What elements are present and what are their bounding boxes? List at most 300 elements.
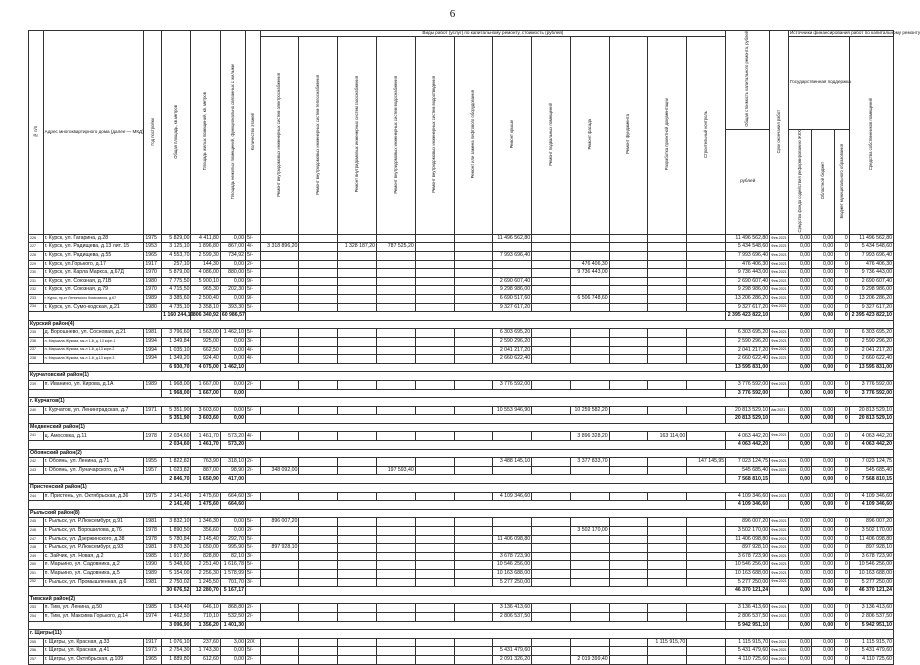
subtotal-nonres: 1 401,30 <box>220 621 245 630</box>
subtotal-fin-regional: 0,00 <box>812 441 835 450</box>
subtotal-total: 3 776 592,00 <box>726 389 770 398</box>
row-work-cost: 7 993 696,40 <box>493 252 532 261</box>
row-work-cost: 11 496 562,80 <box>493 234 532 243</box>
row-fin-regional: 0,00 <box>812 604 835 613</box>
row-work-cost <box>648 303 687 312</box>
table-row <box>29 527 894 536</box>
row-work-cost: 2 091 326,20 <box>493 655 532 664</box>
row-owners-funds: 7 023 124,75 <box>849 458 893 467</box>
row-floors: 5/- <box>245 252 260 261</box>
row-total-area: 5 351,90 <box>162 406 191 415</box>
row-total-cost: 3 136 413,60 <box>726 604 770 613</box>
row-work-cost <box>532 466 571 475</box>
row-fin-regional: 0,00 <box>812 466 835 475</box>
subtotal-fin-regional: 0,00 <box>812 587 835 596</box>
row-work-cost <box>493 243 532 252</box>
row-residential-area: 828,80 <box>191 552 220 561</box>
row-owners-funds: 1 115 915,70 <box>849 638 893 647</box>
row-owners-funds: 3 776 592,00 <box>849 380 893 389</box>
row-work-cost: 2 590 296,20 <box>493 337 532 346</box>
table-row <box>29 346 894 355</box>
row-fin-regional: 0,00 <box>812 655 835 664</box>
row-work-cost: 787 525,20 <box>376 243 415 252</box>
table-row <box>29 260 894 269</box>
row-work-cost <box>338 647 377 656</box>
row-floors: 4/- <box>245 243 260 252</box>
subtotal-fin-local: 0 <box>835 475 850 484</box>
row-work-cost <box>454 346 493 355</box>
row-work-cost <box>260 612 299 621</box>
row-work-cost <box>299 561 338 570</box>
row-number: 231 <box>29 277 44 286</box>
row-work-cost: 10 259 582,20 <box>570 406 609 415</box>
row-year: 1965 <box>144 655 162 664</box>
row-work-cost <box>260 277 299 286</box>
row-fin-regional: 0,00 <box>812 406 835 415</box>
row-work-cost <box>454 638 493 647</box>
row-work-cost <box>532 578 571 587</box>
row-work-cost <box>454 252 493 261</box>
row-address: п. Иванино, ул. Кирова, д.1А <box>43 380 144 389</box>
row-nonres-area: 0,00 <box>220 260 245 269</box>
row-work-cost <box>376 458 415 467</box>
row-work-cost <box>648 561 687 570</box>
row-work-cost <box>338 552 377 561</box>
table-row <box>29 552 894 561</box>
row-work-cost <box>609 604 648 613</box>
row-work-cost <box>260 552 299 561</box>
row-work-cost <box>338 612 377 621</box>
row-work-cost <box>299 269 338 278</box>
row-work-cost <box>376 269 415 278</box>
row-fin-local: 0 <box>835 561 850 570</box>
row-fin-regional: 0,00 <box>812 638 835 647</box>
row-work-cost <box>454 406 493 415</box>
row-floors: 3/- <box>245 492 260 501</box>
row-work-cost: 3 136 413,60 <box>493 604 532 613</box>
row-owners-funds: 2 041 217,20 <box>849 346 893 355</box>
row-total-cost: 9 298 986,00 <box>726 286 770 295</box>
row-work-cost <box>570 552 609 561</box>
row-year: 1989 <box>144 294 162 303</box>
row-work-cost <box>338 527 377 536</box>
subtotal-residential: 3 603,60 <box>191 415 220 424</box>
row-floors: 5/- <box>245 286 260 295</box>
row-address: с. Зайчик, ул. Новая, д.2 <box>43 552 144 561</box>
row-year: 1973 <box>144 647 162 656</box>
table-row <box>29 492 894 501</box>
row-work-cost <box>299 303 338 312</box>
row-fin-fund: 0,00 <box>788 432 811 441</box>
subtotal-nonres: 664,60 <box>220 501 245 510</box>
row-fin-fund: 0,00 <box>788 578 811 587</box>
row-nonres-area: 202,30 <box>220 286 245 295</box>
header-work-5: Ремонт внутридомовых инженерных систем водоотведения <box>415 36 454 234</box>
row-address: г. Курск, ул. Союзная, д.79 <box>43 286 144 295</box>
row-nonres-area: 393,30 <box>220 303 245 312</box>
row-work-cost <box>376 294 415 303</box>
header-fin-regional: Областной бюджет <box>812 129 835 234</box>
subtotal-gap <box>245 475 725 484</box>
row-work-cost <box>376 518 415 527</box>
row-nonres-area: 0,00 <box>220 234 245 243</box>
row-fin-regional: 0,00 <box>812 578 835 587</box>
row-work-cost <box>532 655 571 664</box>
row-residential-area: 3 603,60 <box>191 406 220 415</box>
row-work-cost <box>609 277 648 286</box>
district-label: Пристенский район(1) <box>29 484 894 493</box>
row-owners-funds: 5 277 250,00 <box>849 578 893 587</box>
row-fin-regional: 0,00 <box>812 294 835 303</box>
row-fin-fund: 0,00 <box>788 612 811 621</box>
subtotal-fin-regional: 0,00 <box>812 475 835 484</box>
row-work-cost <box>260 638 299 647</box>
row-owners-funds: 9 298 986,00 <box>849 286 893 295</box>
row-total-cost: 897 928,10 <box>726 544 770 553</box>
row-floors: 4/- <box>245 432 260 441</box>
row-fin-regional: 0,00 <box>812 243 835 252</box>
row-total-cost: 4 110 725,60 <box>726 655 770 664</box>
district-label: г. Щигры(11) <box>29 630 894 639</box>
row-address: г. Щигры, ул. Красная, д.41 <box>43 647 144 656</box>
subtotal-owners: 4 109 346,60 <box>849 501 893 510</box>
subtotal-owners: 13 595 831,00 <box>849 363 893 372</box>
row-completion-date: Фев.2021 <box>770 535 789 544</box>
row-owners-funds: 545 685,40 <box>849 466 893 475</box>
row-work-cost <box>648 544 687 553</box>
subtotal-lead <box>29 441 162 450</box>
row-nonres-area: 0,00 <box>220 380 245 389</box>
row-work-cost <box>687 269 726 278</box>
row-work-cost <box>299 638 338 647</box>
row-floors: 3/- <box>245 337 260 346</box>
row-work-cost <box>415 492 454 501</box>
row-number: 228 <box>29 252 44 261</box>
subtotal-date <box>770 475 789 484</box>
subtotal-owners: 4 063 442,20 <box>849 441 893 450</box>
row-year: 1978 <box>144 527 162 536</box>
row-owners-funds: 5 434 548,60 <box>849 243 893 252</box>
row-fin-local: 0 <box>835 552 850 561</box>
header-cost-group: Виды работ (услуг) по капитальному ремонту, стоимость (рублей) <box>260 31 725 37</box>
row-work-cost <box>338 337 377 346</box>
subtotal-owners: 3 776 592,00 <box>849 389 893 398</box>
row-owners-funds: 10 546 256,00 <box>849 561 893 570</box>
row-work-cost <box>570 466 609 475</box>
subtotal-owners: 7 568 810,15 <box>849 475 893 484</box>
row-nonres-area: 292,70 <box>220 535 245 544</box>
subtotal-residential: 12 280,70 <box>191 587 220 596</box>
row-work-cost <box>299 527 338 536</box>
row-floors: 2/- <box>245 458 260 467</box>
row-number: 233 <box>29 294 44 303</box>
district-row <box>29 398 894 407</box>
row-work-cost <box>299 252 338 261</box>
row-fin-regional: 0,00 <box>812 552 835 561</box>
row-work-cost <box>260 578 299 587</box>
row-number: 256 <box>29 647 44 656</box>
row-work-cost <box>338 380 377 389</box>
row-work-cost <box>687 294 726 303</box>
row-total-cost: 1 115 915,70 <box>726 638 770 647</box>
row-total-area: 1 917,80 <box>162 552 191 561</box>
row-total-cost: 2 660 622,40 <box>726 355 770 364</box>
header-residential-area: Площадь жилых помещений, кв. метров <box>191 31 220 235</box>
row-work-cost <box>415 638 454 647</box>
row-work-cost <box>648 655 687 664</box>
row-owners-funds: 4 110 725,60 <box>849 655 893 664</box>
row-fin-regional: 0,00 <box>812 269 835 278</box>
row-residential-area: 1 667,00 <box>191 380 220 389</box>
row-work-cost: 348 092,00 <box>260 466 299 475</box>
row-work-cost <box>454 458 493 467</box>
subtotal-residential: 1 356,20 <box>191 621 220 630</box>
row-work-cost <box>415 234 454 243</box>
row-work-cost: 9 327 617,20 <box>493 303 532 312</box>
row-fin-regional: 0,00 <box>812 329 835 338</box>
row-work-cost <box>648 234 687 243</box>
row-work-cost <box>338 432 377 441</box>
row-year: 1975 <box>144 234 162 243</box>
subtotal-fin-regional: 0,00 <box>812 415 835 424</box>
row-work-cost <box>415 286 454 295</box>
row-work-cost <box>687 638 726 647</box>
row-work-cost <box>532 544 571 553</box>
row-work-cost <box>687 329 726 338</box>
row-floors: 2/- <box>245 612 260 621</box>
row-nonres-area: 0,00 <box>220 655 245 664</box>
row-work-cost <box>299 260 338 269</box>
row-work-cost: 11 406 098,80 <box>493 535 532 544</box>
row-work-cost <box>648 406 687 415</box>
row-work-cost <box>260 406 299 415</box>
row-work-cost <box>260 286 299 295</box>
row-total-cost: 476 406,30 <box>726 260 770 269</box>
table-row <box>29 466 894 475</box>
row-work-cost <box>570 277 609 286</box>
row-address: д. Ворошнево, ул. Сосновая, д.21 <box>43 329 144 338</box>
row-work-cost <box>570 569 609 578</box>
row-work-cost <box>454 269 493 278</box>
table-row <box>29 234 894 243</box>
subtotal-fin-regional: 0,00 <box>812 389 835 398</box>
row-number: 243 <box>29 466 44 475</box>
row-work-cost <box>570 647 609 656</box>
row-work-cost: 3 377 833,70 <box>570 458 609 467</box>
row-work-cost <box>570 329 609 338</box>
row-work-cost <box>338 294 377 303</box>
row-residential-area: 1 563,00 <box>191 329 220 338</box>
table-row <box>29 655 894 664</box>
row-number: 245 <box>29 518 44 527</box>
subtotal-fin-fund: 0,00 <box>788 475 811 484</box>
row-fin-fund: 0,00 <box>788 260 811 269</box>
subtotal-row <box>29 441 894 450</box>
row-address: г. Курск, ул.Горького, д.17 <box>43 260 144 269</box>
row-work-cost <box>260 303 299 312</box>
row-work-cost <box>415 655 454 664</box>
subtotal-date <box>770 587 789 596</box>
row-work-cost <box>570 337 609 346</box>
row-fin-local: 0 <box>835 655 850 664</box>
row-work-cost <box>609 355 648 364</box>
row-fin-local: 0 <box>835 638 850 647</box>
subtotal-fin-regional: 0,00 <box>812 312 835 321</box>
row-work-cost <box>415 561 454 570</box>
row-nonres-area: 995,90 <box>220 544 245 553</box>
row-floors: 3/- <box>245 552 260 561</box>
row-work-cost <box>299 655 338 664</box>
row-floors: 2/- <box>245 655 260 664</box>
row-work-cost <box>687 578 726 587</box>
row-year: 1994 <box>144 337 162 346</box>
row-work-cost: 10 163 688,00 <box>493 569 532 578</box>
row-total-cost: 10 546 256,00 <box>726 561 770 570</box>
row-year: 1955 <box>144 458 162 467</box>
row-work-cost <box>299 329 338 338</box>
row-fin-local: 0 <box>835 346 850 355</box>
row-fin-fund: 0,00 <box>788 492 811 501</box>
row-residential-area: 2 599,30 <box>191 252 220 261</box>
subtotal-area: 6 930,70 <box>162 363 191 372</box>
row-work-cost <box>260 647 299 656</box>
row-work-cost <box>687 527 726 536</box>
row-work-cost <box>454 578 493 587</box>
row-residential-area: 2 500,40 <box>191 294 220 303</box>
row-completion-date: Фев.2021 <box>770 337 789 346</box>
row-fin-fund: 0,00 <box>788 303 811 312</box>
subtotal-residential: 4 075,00 <box>191 363 220 372</box>
row-work-cost <box>299 578 338 587</box>
row-fin-fund: 0,00 <box>788 647 811 656</box>
district-label: Медвенский район(1) <box>29 423 894 432</box>
row-year: 1957 <box>144 466 162 475</box>
subtotal-total: 5 942 951,10 <box>726 621 770 630</box>
row-residential-area: 662,50 <box>191 346 220 355</box>
subtotal-owners: 5 942 951,10 <box>849 621 893 630</box>
row-total-cost: 4 109 346,60 <box>726 492 770 501</box>
row-work-cost <box>687 380 726 389</box>
row-work-cost <box>648 337 687 346</box>
row-number: 249 <box>29 552 44 561</box>
row-number: 241 <box>29 432 44 441</box>
row-work-cost <box>299 294 338 303</box>
row-work-cost <box>532 346 571 355</box>
row-total-area: 5 348,60 <box>162 561 191 570</box>
row-number: 250 <box>29 561 44 570</box>
row-work-cost <box>648 578 687 587</box>
subtotal-nonres: 5 167,17 <box>220 587 245 596</box>
header-work-3: Ремонт внутридомовых инженерных систем газоснабжения <box>338 36 377 234</box>
row-year: 1985 <box>144 604 162 613</box>
row-work-cost: 896 007,20 <box>260 518 299 527</box>
row-total-cost: 6 303 695,20 <box>726 329 770 338</box>
row-nonres-area: 0,00 <box>220 346 245 355</box>
row-work-cost <box>532 329 571 338</box>
table-row <box>29 612 894 621</box>
row-work-cost <box>415 432 454 441</box>
subtotal-gap <box>245 389 725 398</box>
row-fin-fund: 0,00 <box>788 380 811 389</box>
row-number: 257 <box>29 655 44 664</box>
row-floors: 5/- <box>245 647 260 656</box>
row-work-cost <box>532 243 571 252</box>
row-work-cost <box>415 604 454 613</box>
row-work-cost <box>338 355 377 364</box>
subtotal-date <box>770 415 789 424</box>
row-work-cost: 3 776 592,00 <box>493 380 532 389</box>
row-work-cost <box>260 337 299 346</box>
row-completion-date: Фев.2021 <box>770 243 789 252</box>
row-work-cost <box>648 260 687 269</box>
row-work-cost <box>415 535 454 544</box>
row-work-cost <box>687 466 726 475</box>
row-nonres-area: 0,00 <box>220 355 245 364</box>
row-work-cost <box>570 286 609 295</box>
subtotal-total: 2 395 423 822,10 <box>726 312 770 321</box>
row-work-cost: 5 277 250,00 <box>493 578 532 587</box>
row-work-cost <box>415 277 454 286</box>
row-work-cost: 10 546 256,00 <box>493 561 532 570</box>
row-residential-area: 4 086,00 <box>191 269 220 278</box>
row-work-cost <box>338 569 377 578</box>
row-work-cost <box>570 380 609 389</box>
row-work-cost <box>609 569 648 578</box>
row-number: 248 <box>29 544 44 553</box>
row-address: п. Пристень, ул. Октябрьская, д.36 <box>43 492 144 501</box>
row-work-cost <box>376 277 415 286</box>
subtotal-fin-fund: 0,00 <box>788 621 811 630</box>
subtotal-fin-regional: 0,00 <box>812 363 835 372</box>
row-floors: 4/- <box>245 346 260 355</box>
row-work-cost <box>299 544 338 553</box>
row-total-area: 1 889,80 <box>162 655 191 664</box>
row-work-cost <box>454 355 493 364</box>
row-residential-area: 144,30 <box>191 260 220 269</box>
subtotal-total: 7 568 810,15 <box>726 475 770 484</box>
row-completion-date: Фев.2021 <box>770 527 789 536</box>
row-work-cost <box>376 552 415 561</box>
row-work-cost <box>648 269 687 278</box>
row-work-cost <box>454 604 493 613</box>
row-year: 1981 <box>144 329 162 338</box>
row-total-cost: 2 041 217,20 <box>726 346 770 355</box>
subtotal-nonres: 573,20 <box>220 441 245 450</box>
row-total-area: 1 076,10 <box>162 638 191 647</box>
row-work-cost: 147 145,95 <box>687 458 726 467</box>
row-work-cost <box>609 578 648 587</box>
row-completion-date: Фев.2021 <box>770 286 789 295</box>
row-work-cost <box>415 337 454 346</box>
row-floors: 5/- <box>245 329 260 338</box>
row-work-cost <box>687 432 726 441</box>
row-work-cost <box>338 466 377 475</box>
row-total-area: 5 879,00 <box>162 269 191 278</box>
row-work-cost <box>338 655 377 664</box>
row-nonres-area: 701,70 <box>220 578 245 587</box>
row-fin-regional: 0,00 <box>812 277 835 286</box>
header-total-cost: Общая стоимость капитального ремонта, рублей <box>726 31 770 130</box>
row-work-cost: 476 406,30 <box>570 260 609 269</box>
row-work-cost <box>454 303 493 312</box>
table-row <box>29 544 894 553</box>
row-fin-fund: 0,00 <box>788 329 811 338</box>
row-work-cost <box>493 527 532 536</box>
row-work-cost <box>493 466 532 475</box>
subtotal-date <box>770 501 789 510</box>
row-work-cost <box>609 252 648 261</box>
row-work-cost <box>570 604 609 613</box>
